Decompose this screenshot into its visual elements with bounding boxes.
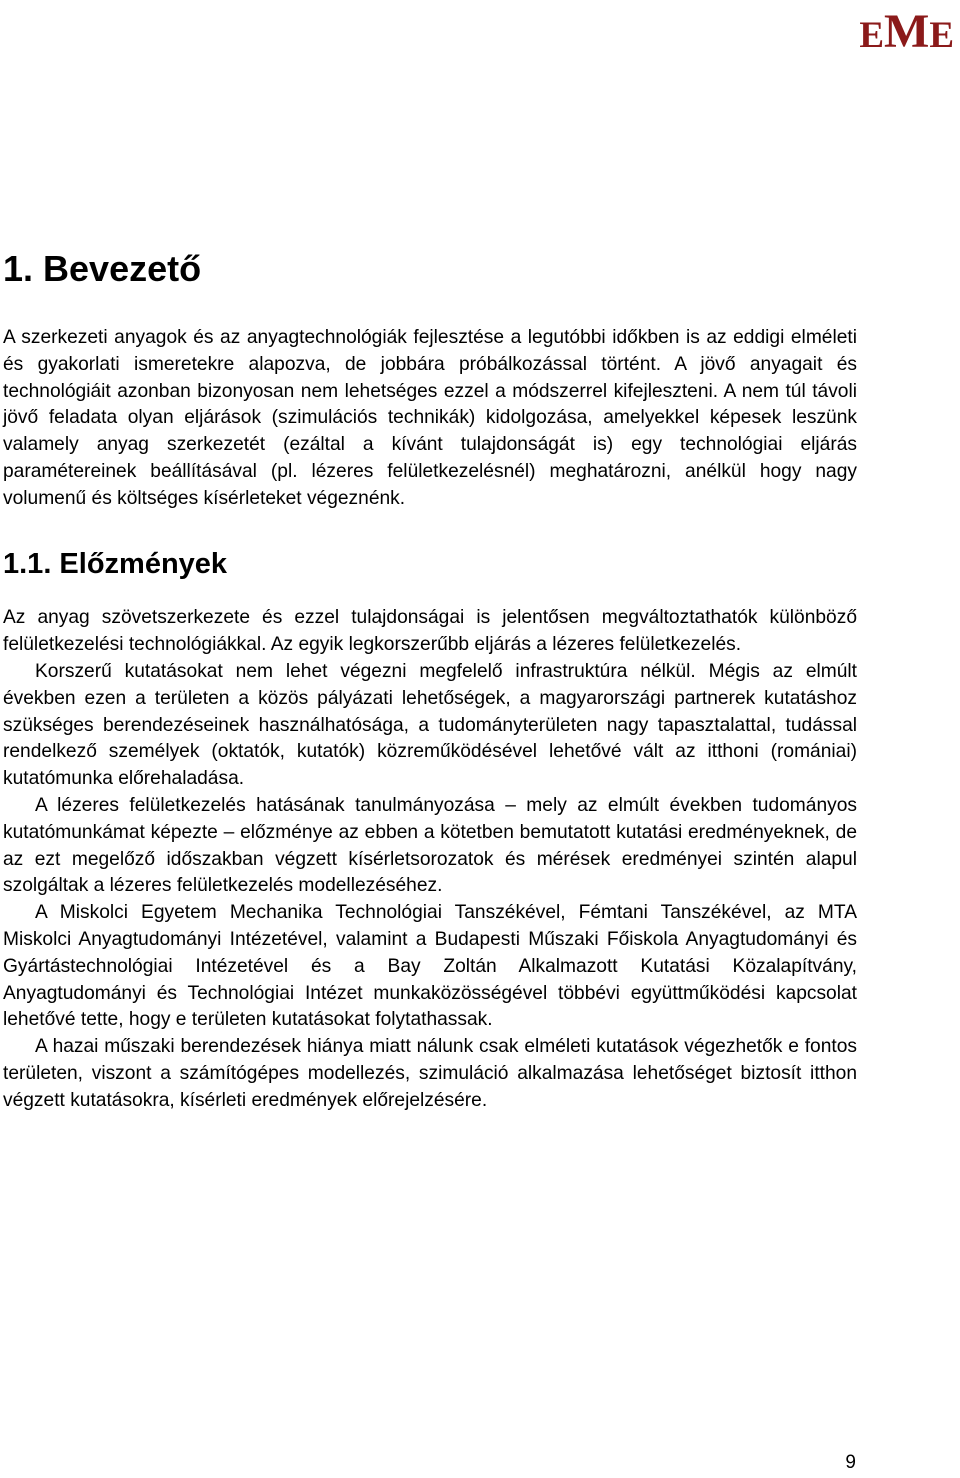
logo-letter-m: M xyxy=(884,5,930,58)
section-paragraph-3: A lézeres felületkezelés hatásának tanulmányozása – mely az elmúlt években tudományos kutatómunkámat képezte – előzménye az ebben a kötetben bemutatott kutatási eredményeknek, de az ezt megelőző időszakban végzett kísérletsorozatok és mérések eredményei szintén alapul szolgáltak a lézeres felületkezelés modellezéséhez. xyxy=(3,794,857,897)
section-paragraph-5: A hazai műszaki berendezések hiánya miatt nálunk csak elméleti kutatások végezhetők e fontos területen, viszont a számítógépes modellezés, szimuláció alkalmazása lehetőséget biztosít itthon végzett kutatásokra, kísérleti eredmények előrejelzésére. xyxy=(3,1036,857,1111)
logo-letter-e-second: E xyxy=(929,15,954,56)
section-paragraph-4: A Miskolci Egyetem Mechanika Technológiai Tanszékével, Fémtani Tanszékével, az MTA Miskolci Anyagtudományi Intézetével, valamint a Budapesti Műszaki Főiskola Anyagtudományi és Gyártástechnológiai Intézetével és a Bay Zoltán Alkalmazott Kutatási Közalapítvány, Anyagtudományi és Technológiai Intézet munkaközösségével többévi együttműködési kapcsolat lehetővé tette, hogy e területen kutatásokat folytathassak. xyxy=(3,902,857,1031)
page-content xyxy=(3,246,857,1115)
section-title: 1.1. Előzmények xyxy=(3,547,228,580)
logo-letter-e-first: E xyxy=(859,15,884,56)
section-paragraph-1: Az anyag szövetszerkezete és ezzel tulajdonságai is jelentősen megváltoztathatók különböző felületkezelési technológiákkal. Az egyik legkorszerűbb eljárás a lézeres felületkezelés. xyxy=(3,607,857,656)
section-paragraph-2: Korszerű kutatásokat nem lehet végezni megfelelő infrastruktúra nélkül. Mégis az elmúlt években ezen a területen a közös pályázati lehetőségek, a magyarországi partnerek kutatáshoz szükséges berendezéseinek használhatósága, a tudományterületen nagy tapasztalattal, tudással rendelkező személyek (oktatók, kutatók) közreműködésével lehetővé vált az itthoni (romániai) kutatómunka előrehaladása. xyxy=(3,660,857,790)
chapter-title: 1. Bevezető xyxy=(3,248,202,289)
page-number: 9 xyxy=(845,1452,856,1473)
chapter-intro-paragraph: A szerkezeti anyagok és az anyagtechnológiák fejlesztése a legutóbbi időkben is az eddigi elméleti és gyakorlati ismeretekre alapozva, de jobbára próbálkozással történt. A jövő anyagait és technológiáit azonban bizonyosan nem lehetséges ezzel a módszerrel kifejleszteni. A nem túl távoli jövő feladata olyan eljárások (szimulációs technikák) kidolgozása, amelyekkel képesek leszünk valamely anyag szerkezetét (ezáltal a kívánt tulajdonságát is) egy technológiai eljárás paramétereinek beállításával (pl. lézeres felületkezelésnél) meghatározni, anélkül hogy nagy volumenű és költséges kísérleteket végeznénk. xyxy=(3,327,857,509)
publisher-logo xyxy=(859,5,954,58)
